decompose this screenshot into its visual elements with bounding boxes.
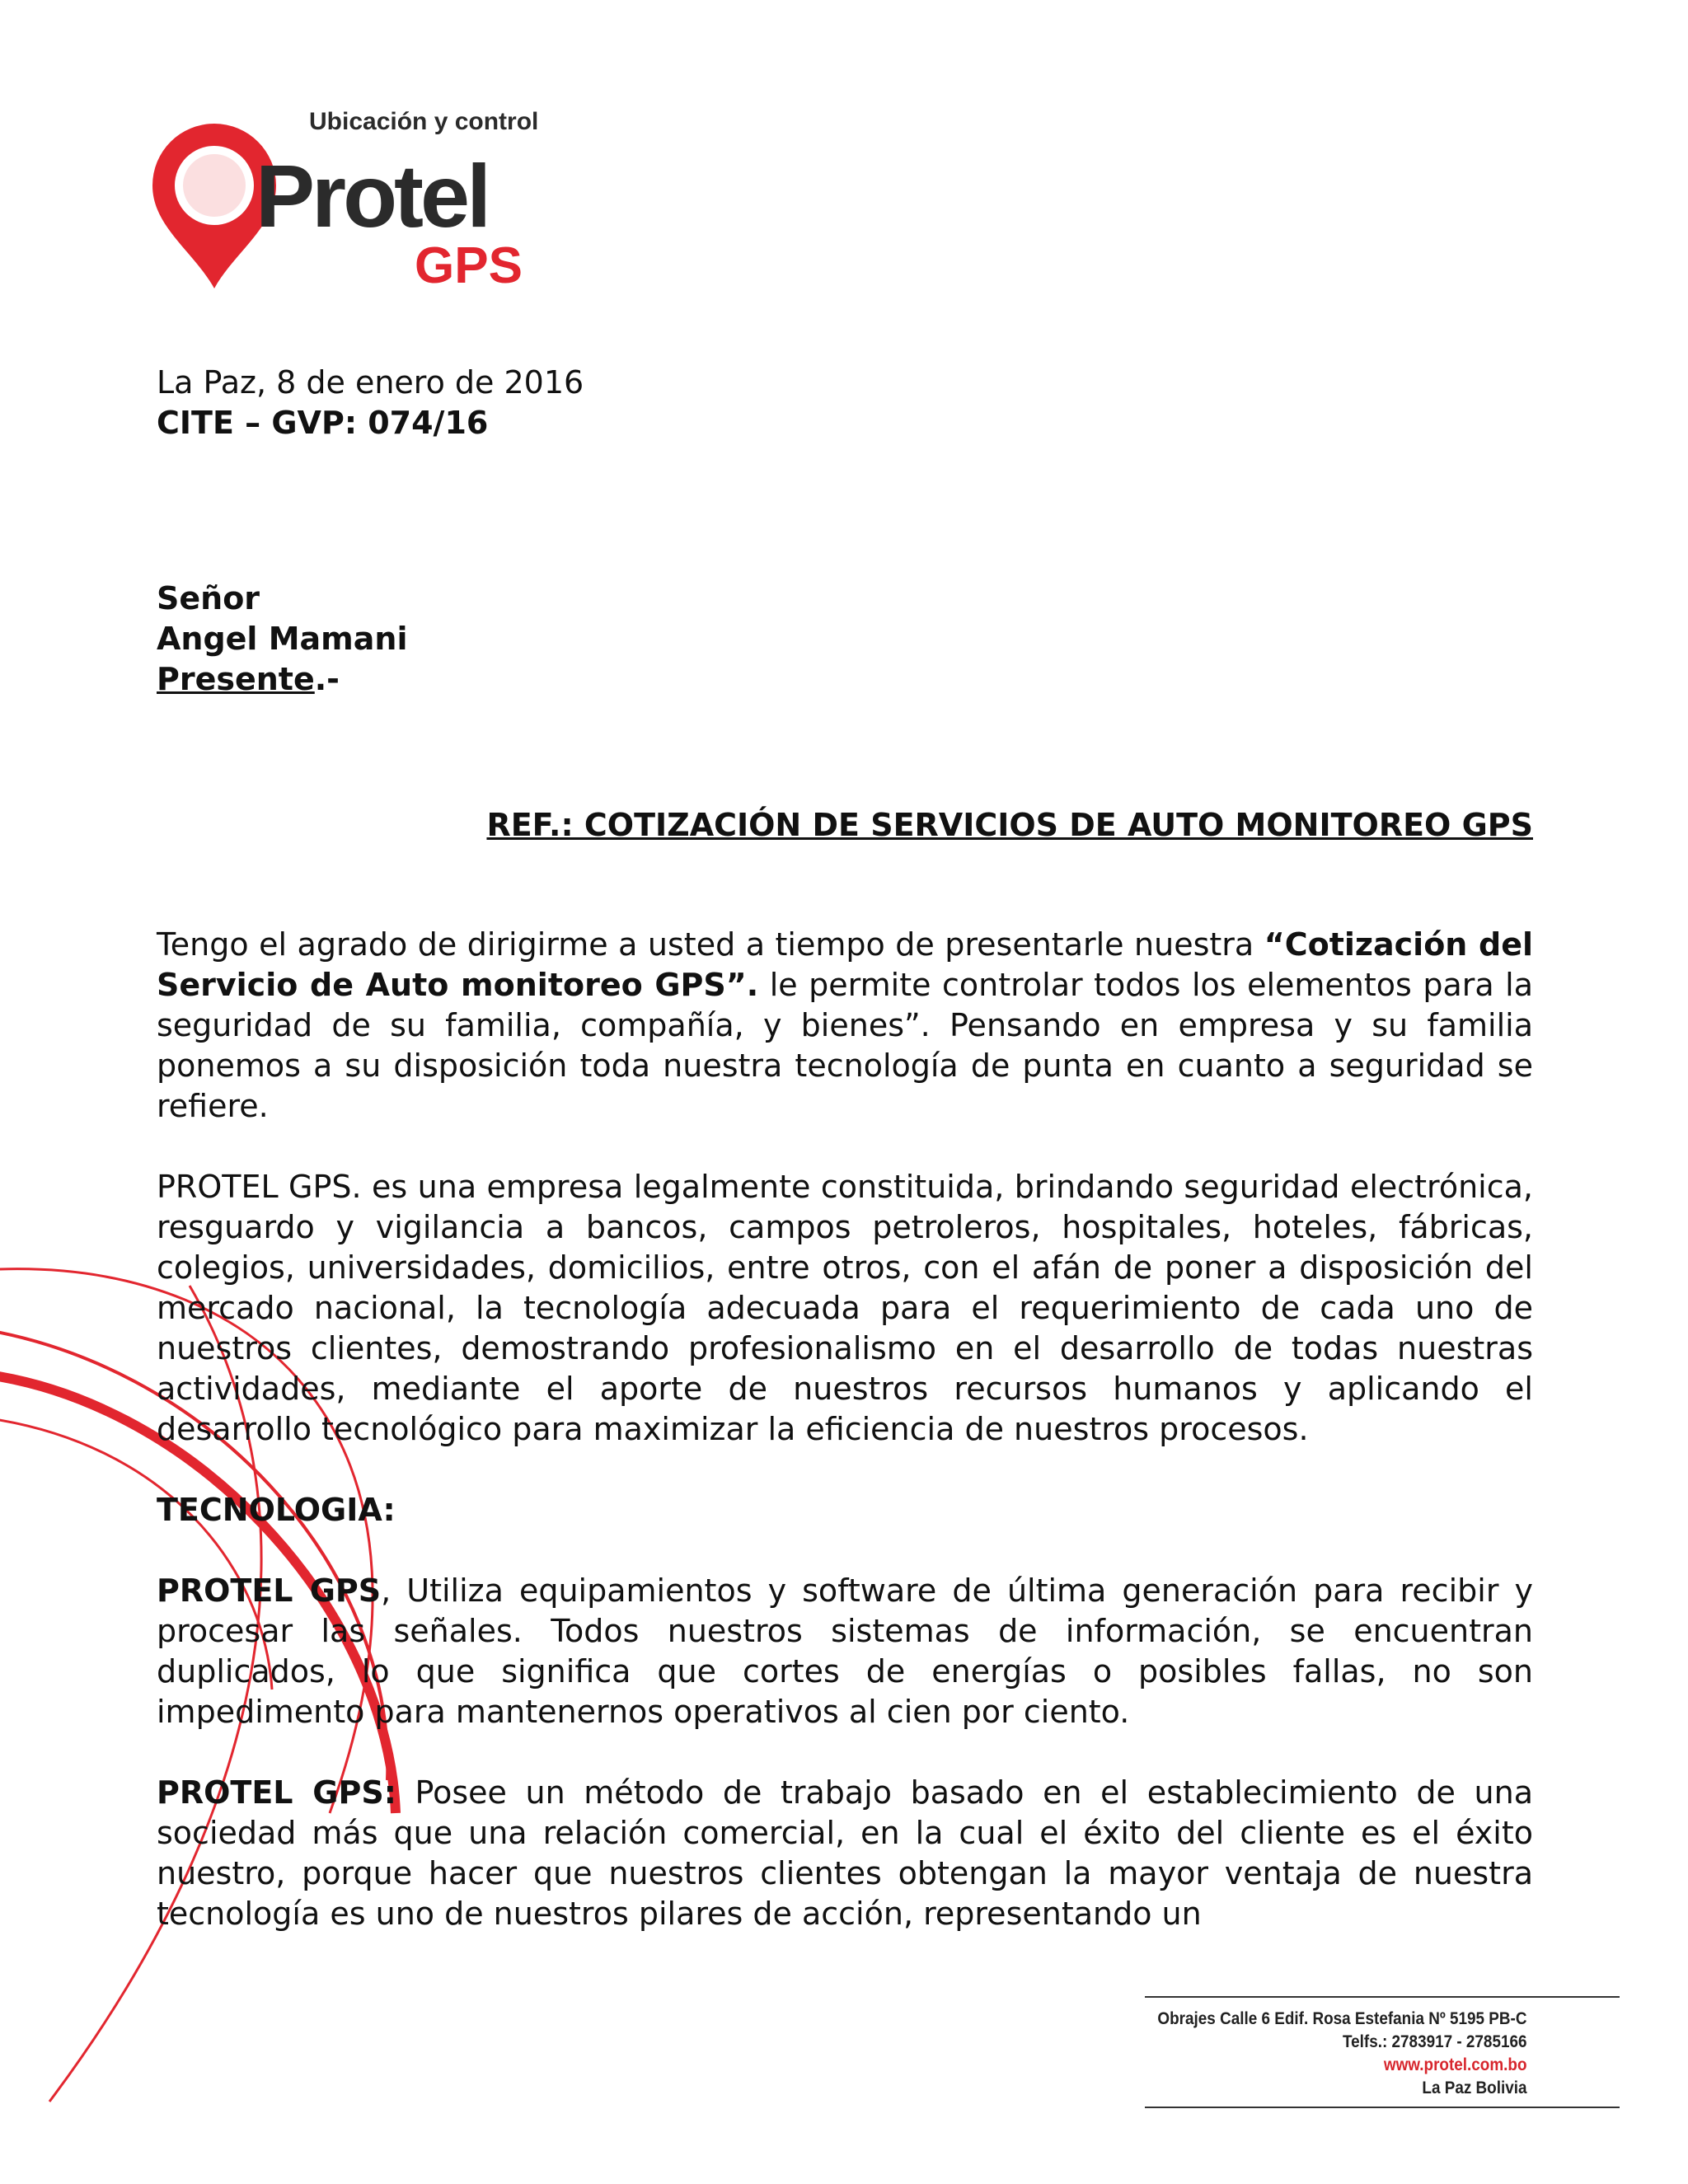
paragraph-method — [157, 1773, 1533, 1934]
salutation: Señor — [157, 580, 260, 616]
footer-contact — [1145, 1996, 1620, 2108]
letter-date: La Paz, 8 de enero de 2016 — [157, 364, 584, 401]
intro-bold: “Cotización del Servicio de Auto monitoreo GPS”. — [157, 926, 1534, 1003]
recipient-name: Angel Mamani — [157, 621, 408, 657]
heading-tecnologia: TECNOLOGIA: — [157, 1492, 396, 1528]
recipient-block — [157, 579, 1533, 700]
footer-website-link[interactable]: www.protel.com.bo — [1383, 2055, 1527, 2074]
tech-bold: PROTEL GPS — [157, 1572, 382, 1609]
letter-body — [157, 363, 1533, 1934]
paragraph-company: PROTEL GPS. es una empresa legalmente constituida, brindando seguridad electrónica, resguardo y vigilancia a bancos, campos petroleros, hospitales, hoteles, fábricas, colegios, universidades, domicilios, entre otros, con el afán de poner a disposición del mercado nacional, la tecnología adecuada para el requerimiento de cada uno de nuestros clientes, demostrando profesionalismo en el desarrollo de todas nuestras actividades, mediante el aporte de nuestros recursos humanos y aplicando el desarrollo tecnológico para maximizar la eficiencia de nuestros procesos. — [157, 1169, 1533, 1447]
intro-lead: Tengo el agrado de dirigirme a usted a tiempo de presentarle nuestra — [157, 926, 1264, 963]
reference-line: REF.: COTIZACIÓN DE SERVICIOS DE AUTO MONITOREO GPS — [486, 807, 1533, 843]
footer-address: Obrajes Calle 6 Edif. Rosa Estefania Nº 5195 PB-C — [1157, 2009, 1527, 2028]
footer-city: La Paz Bolivia — [1422, 2079, 1527, 2097]
footer-phones: Telfs.: 2783917 - 2785166 — [1343, 2032, 1527, 2051]
paragraph-technology — [157, 1571, 1533, 1732]
logo-sub: GPS — [415, 237, 523, 294]
intro-rest: le permite controlar todos los elementos para la seguridad de su familia, compañía, y bienes”. Pensando en empresa y su familia ponemos a su disposición toda nuestra tecnología de punta en cuanto a seguridad se refiere. — [157, 967, 1534, 1124]
logo-brand: Protel — [256, 146, 489, 246]
paragraph-intro — [157, 925, 1533, 1127]
letter-cite: CITE – GVP: 074/16 — [157, 405, 489, 441]
method-bold: PROTEL GPS: — [157, 1774, 396, 1811]
method-rest: Posee un método de trabajo basado en el establecimiento de una sociedad más que una relación comercial, en la cual el éxito del cliente es el éxito nuestro, porque hacer que nuestros clientes obtengan la mayor ventaja de nuestra tecnología es uno de nuestros pilares de acción, representando un — [157, 1774, 1533, 1932]
protel-gps-logo — [144, 103, 548, 301]
presente-suffix: .- — [314, 661, 340, 697]
tech-rest: , Utiliza equipamientos y software de última generación para recibir y procesar las señales. Todos nuestros sistemas de información, se encuentran duplicados, lo que significa que cortes de energías o posibles fallas, no son impedimento para mantenernos operativos al cien por ciento. — [157, 1572, 1533, 1730]
presente-line — [157, 659, 1533, 700]
presente-word: Presente — [157, 661, 315, 697]
logo-tagline: Ubicación y control — [309, 108, 539, 135]
